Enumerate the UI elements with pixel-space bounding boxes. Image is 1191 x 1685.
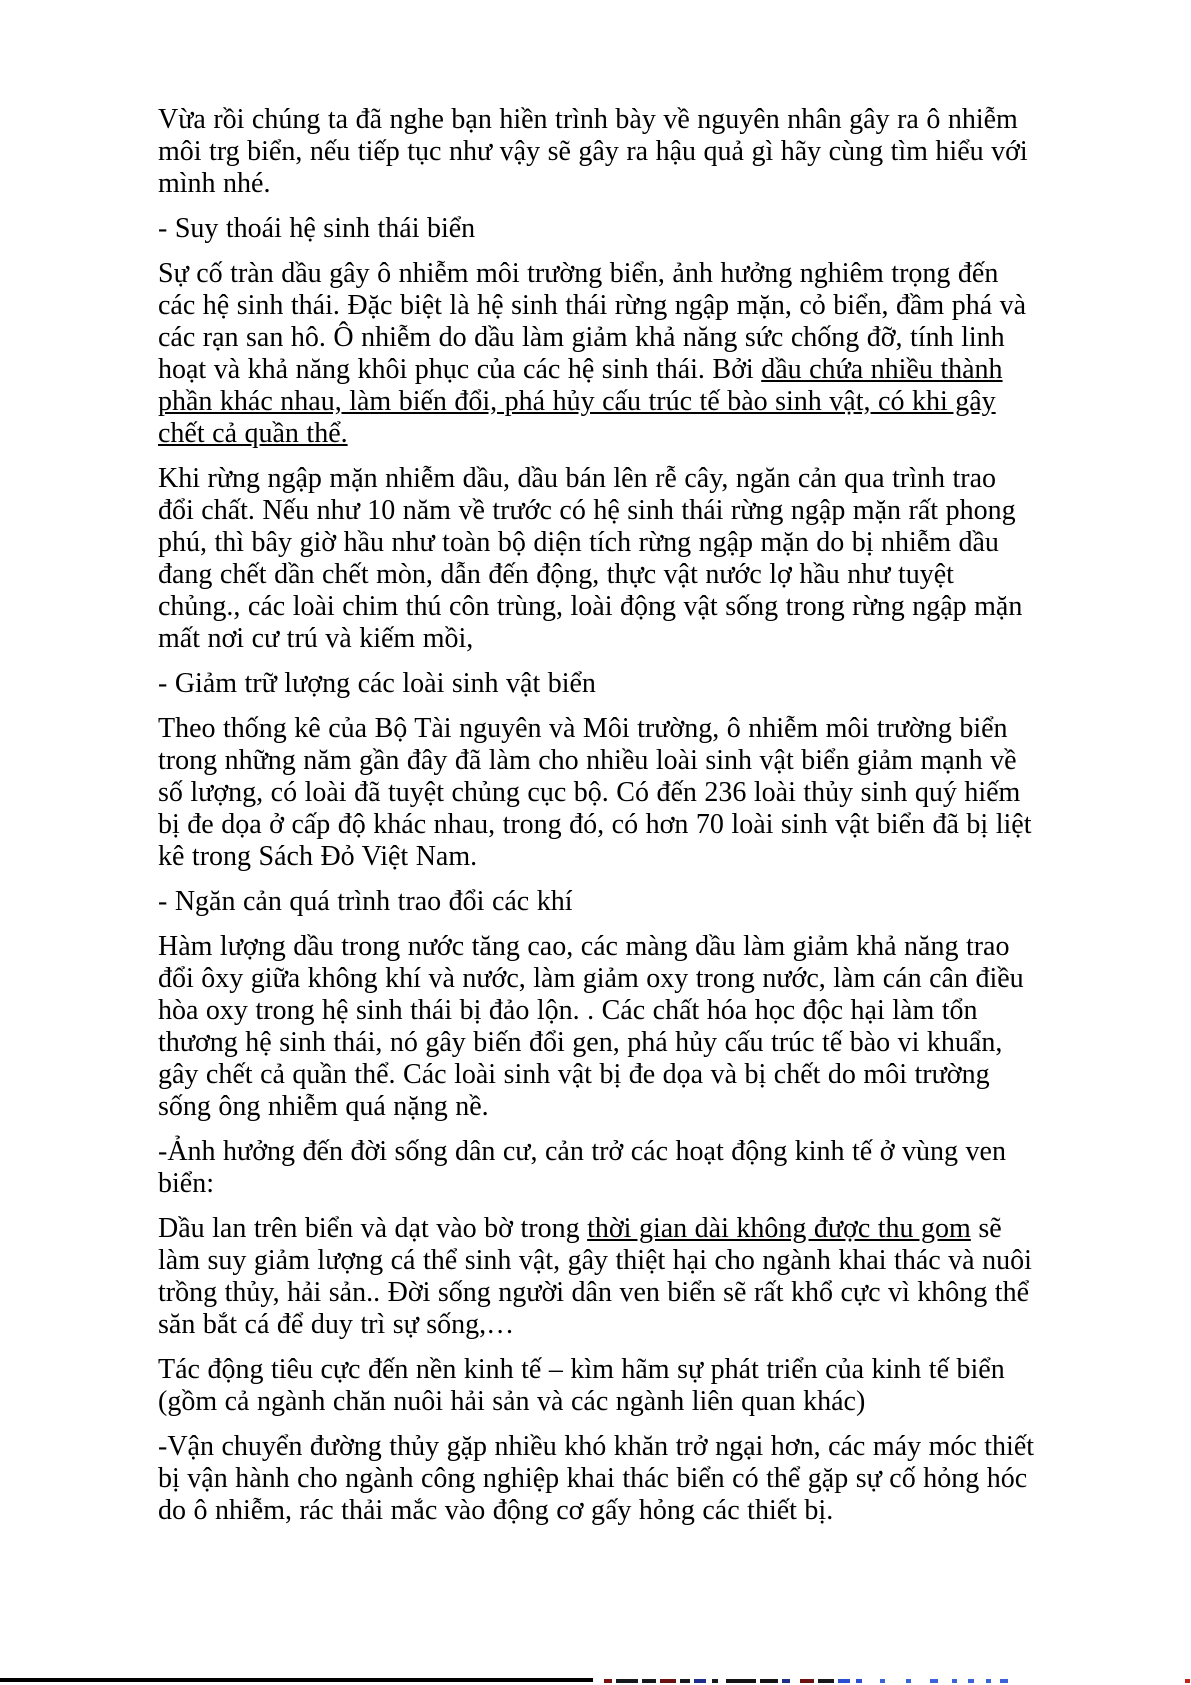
clipped-text-fragment: [856, 1679, 862, 1683]
section-heading: [158, 668, 1036, 700]
paragraph: [158, 931, 1036, 1123]
section-heading: [158, 886, 1036, 918]
text-segment: Hàm lượng dầu trong nước tăng cao, các màng dầu làm giảm khả năng trao đổi ôxy giữa không khí và nước, làm giảm oxy trong nước, làm cán cân điều hòa oxy trong hệ sinh thái bị đảo lộn. . Các chất hóa học độc hại làm tổn thương hệ sinh thái, nó gây biến đổi gen, phá hủy cấu trúc tế bào vi khuẩn, gây chết cả quần thể. Các loài sinh vật bị đe dọa và bị chết do môi trường sống ông nhiễm quá nặng nề.: [158, 931, 1024, 1122]
clipped-text-fragment: [660, 1679, 676, 1683]
paragraph: [158, 713, 1036, 873]
clipped-text-fragment: [642, 1679, 656, 1683]
clipped-bottom-bar: [0, 1678, 593, 1682]
paragraph: [158, 1213, 1036, 1341]
clipped-bottom-strip: [0, 1678, 1191, 1685]
clipped-text-fragment: [1000, 1679, 1008, 1683]
section-heading: [158, 1136, 1036, 1200]
clipped-text-fragment: [968, 1679, 974, 1683]
clipped-text-fragment: [616, 1679, 638, 1683]
text-segment: - Ngăn cản quá trình trao đổi các khí: [158, 886, 573, 917]
clipped-text-fragment: [1185, 1679, 1190, 1683]
clipped-text-fragment: [800, 1679, 814, 1683]
paragraph: [158, 463, 1036, 655]
document-body: [158, 104, 1036, 1540]
paragraph: [158, 104, 1036, 200]
text-segment: Sự cố tràn dầu gây ô nhiễm môi trường biển, ảnh hưởng nghiêm trọng đến các hệ sinh thái. Đặc biệt là hệ sinh thái rừng ngập mặn, cỏ biển, đầm phá và các rạn san hô. Ô nhiễm do dầu làm giảm khả năng sức chống đỡ, tính linh hoạt và khả năng khôi phục của các hệ sinh thái. Bởi: [158, 258, 1027, 385]
underlined-text-segment: thời gian dài không được thu gom: [587, 1213, 971, 1244]
paragraph: [158, 258, 1036, 450]
underlined-text-segment: dầu chứa nhiều thành phần khác nhau, làm biến đổi, phá hủy cấu trúc tế bào sinh vật, có khi gây chết cả quần thể.: [158, 354, 1003, 449]
text-segment: Theo thống kê của Bộ Tài nguyên và Môi trường, ô nhiễm môi trường biển trong những năm gần đây đã làm cho nhiều loài sinh vật biển giảm mạnh về số lượng, có loài đã tuyệt chủng cục bộ. Có đến 236 loài thủy sinh quý hiếm bị đe dọa ở cấp độ khác nhau, trong đó, có hơn 70 loài sinh vật biển đã bị liệt kê trong Sách Đỏ Việt Nam.: [158, 713, 1032, 872]
clipped-text-fragment: [782, 1679, 790, 1683]
text-segment: - Suy thoái hệ sinh thái biển: [158, 213, 476, 244]
clipped-text-fragment: [680, 1679, 690, 1683]
text-segment: Khi rừng ngập mặn nhiễm dầu, dầu bán lên rễ cây, ngăn cản qua trình trao đổi chất. Nếu như 10 năm về trước có hệ sinh thái rừng ngập mặn rất phong phú, thì bây giờ hầu như toàn bộ diện tích rừng ngập mặn do bị nhiễm dầu đang chết dần chết mòn, dẫn đến động, thực vật nước lợ hầu như tuyệt chủng., các loài chim thú côn trùng, loài động vật sống trong rừng ngập mặn mất nơi cư trú và kiếm mồi,: [158, 463, 1023, 654]
clipped-text-fragment: [906, 1679, 911, 1683]
text-segment: sẽ làm suy giảm lượng cá thể sinh vật, gây thiệt hại cho ngành khai thác và nuôi trồng thủy, hải sản.. Đời sống người dân ven biển sẽ rất khổ cực vì không thể săn bắt cá để duy trì sự sống,…: [158, 1213, 1032, 1340]
section-heading: [158, 213, 1036, 245]
text-segment: Dầu lan trên biển và dạt vào bờ trong: [158, 1213, 588, 1244]
clipped-text-fragment: [838, 1679, 850, 1683]
text-segment: -Vận chuyển đường thủy gặp nhiều khó khăn trở ngại hơn, các máy móc thiết bị vận hành cho ngành công nghiệp khai thác biển có thể gặp sự cố hỏng hóc do ô nhiễm, rác thải mắc vào động cơ gấy hỏng các thiết bị.: [158, 1431, 1035, 1526]
text-segment: Vừa rồi chúng ta đã nghe bạn hiền trình bày về nguyên nhân gây ra ô nhiễm môi trg biển, nếu tiếp tục như vậy sẽ gây ra hậu quả gì hãy cùng tìm hiểu với mình nhé.: [158, 104, 1028, 199]
paragraph: [158, 1431, 1036, 1527]
clipped-text-fragment: [694, 1679, 706, 1683]
clipped-text-fragment: [712, 1679, 718, 1683]
clipped-text-fragment: [726, 1679, 756, 1683]
clipped-text-fragment: [760, 1679, 778, 1683]
paragraph: [158, 1354, 1036, 1418]
clipped-text-fragment: [604, 1679, 612, 1683]
clipped-text-fragment: [986, 1679, 991, 1683]
clipped-text-fragment: [818, 1679, 834, 1683]
text-segment: Tác động tiêu cực đến nền kinh tế – kìm hãm sự phát triển của kinh tế biển (gồm cả ngành chăn nuôi hải sản và các ngành liên quan khác): [158, 1354, 1005, 1417]
text-segment: -Ảnh hưởng đến đời sống dân cư, cản trở các hoạt động kinh tế ở vùng ven biển:: [158, 1136, 1006, 1199]
clipped-text-fragment: [930, 1679, 938, 1683]
clipped-text-fragment: [952, 1679, 957, 1683]
text-segment: - Giảm trữ lượng các loài sinh vật biển: [158, 668, 596, 699]
clipped-text-fragment: [880, 1679, 885, 1683]
